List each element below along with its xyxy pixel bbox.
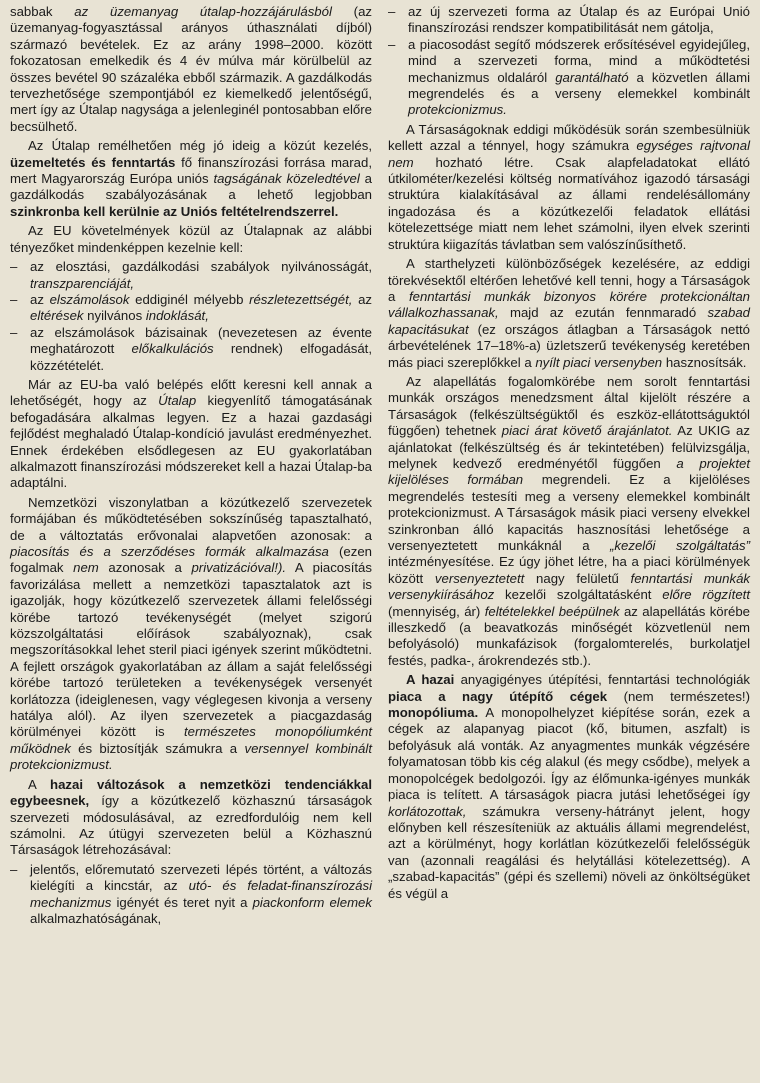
list-item: – az elosztási, gazdálkodási szabályok nyilvánosságát, transzparenciáját,: [10, 259, 372, 292]
list-item: – az elszámolások eddiginél mélyebb részletezettségét, az eltérések nyilvános indoklását,: [10, 292, 372, 325]
list-item: – a piacosodást segítő módszerek erősítésével egyidejűleg, mind a szervezeti forma, mind a működtetési mechanizmus oldaláról garantálható a közvetlen állami megrendelés és a verseny elemekkel kombinált protekcionizmus.: [388, 37, 750, 119]
paragraph: A hazai anyagigényes útépítési, fenntartási technológiák piaca a nagy útépítő cégek (nem természetes!) monopóliuma. A monopolhelyzet kiépítése során, ezek a cégek az alapanyag piacot (kő, bitumen, aszfalt) is befolyásuk alá vonták. Az anyagmentes munkák végzésére folyamatosan több kis cég alakul (és megy csődbe), melyek a monopolcégek bedolgozói. Így az élőmunka-igényes munkák piaca is telített. A társaságok piacra jutási lehetőségei így korlátozottak, számukra verseny-hátrányt jelent, hogy előnyben kell részesíteniük az aktuális állami megrendelést, azt a körülményt, hogy korlátlan közútkezelői felelősségük van (azonnali reagálási és helytállási kötelezettség). A „szabad-kapacitás” (gépi és szellemi) növeli az önköltségüket és végül a: [388, 672, 750, 901]
paragraph: Már az EU-ba való belépés előtt keresni kell annak a lehetőségét, hogy az Útalap kiegyenlítő támogatásának befogadására alkalmas legyen. Ez a hazai gazdasági fejlődést meghaladó Útalap-kondíció javulást eredményezhet. Ennek érdekében elsődlegesen az EU gyakorlatában alkalmazott finanszírozási módszereket kell a hazai Útalap-ba adaptálni.: [10, 376, 372, 491]
list-item: – az új szervezeti forma az Útalap és az Európai Unió finanszírozási rendszer kompatibilitását nem gátolja,: [388, 4, 750, 37]
paragraph: Az alapellátás fogalomkörébe nem sorolt fenntartási munkák országos menedzsment által kijelölt részére a Társaságok (felkészültségüktől és eszköz-ellátottságuktól függően) tehetnek piaci árat követő árajánlatot. Az UKIG az ajánlatokat (felkészültség és ár tekintetében) felülvizsgálja, melynek kedvező eredményétől függően a projektet kijelöléses formában megrendeli. Ez a kijelöléses megrendelés testesíti meg a verseny elemekkel kombinált protekcionizmust. A Társaságok másik piaci verseny elvekkel szinkronban álló kapacitás hasznosítási lehetősége a versenyeztetett munkáknál a „kezelői szolgáltatás” intézményesítése. Ez úgy jöhet létre, ha a piaci körülmények között versenyeztetett nagy felületű fenntartási munkák versenykiírásához kezelői szolgáltatásként előre rögzített (mennyiség, ár) feltételekkel beépülnek az alapellátás körébe illeszkedő (a beavatkozás minőségét közvetlenül nem befolyásoló) munkafázisok (forgalomterelés, burkolatjel festés, padka-, árokrendezés stb.).: [388, 373, 751, 668]
paragraph: Az EU követelmények közül az Útalapnak az alábbi tényezőket mindenképpen kezelnie kell:: [10, 223, 372, 255]
paragraph: A Társaságoknak eddigi működésük során szembesülniük kellett azzal a ténnyel, hogy számukra egységes rajtvonal nem hozható létre. Csak alapfeladatokat ellátó útkilométer/kezelési költség normatívához igazodó társasági struktúra kialakításával az állami rendelésállomány ingadozása és a közútkezelői feladatok ellátási kötelezettsége miatt nem lehet számolni, ilyen elvek szerinti struktúra kiigazítás távlatban sem valószínűsíthető.: [388, 121, 751, 252]
paragraph: sabbak az üzemanyag útalap-hozzájárulásból (az üzemanyag-fogyasztással arányos úthasználati díjból) származó bevételek. Ez az arány 1998–2000. között fokozatosan emelkedik és 4 év múlva már körülbelül az összes bevétel 90 százaléka ebből származik. A gazdálkodás tervezhetősége szempontjából ez kiemelkedő jelentőségű, mert így az Útalap nagysága a jelenleginél pontosabban előre becsülhető.: [10, 4, 372, 134]
list-item: – jelentős, előremutató szervezeti lépés történt, a változás kielégíti a kincstár, az utó- és feladat-finanszírozási mechanizmus igényét és teret nyit a piackonform elemek alkalmazhatóságának,: [10, 862, 372, 928]
requirements-list: [10, 259, 372, 374]
changes-list: [10, 862, 372, 928]
paragraph: A starthelyzeti különbözőségek kezelésére, az eddigi törekvésektől eltérően lehetővé kell tenni, hogy a Társaságok a fenntartási munkák bizonyos körére protekcionáltan vállalkozhassanak, majd az ezután fennmaradó szabad kapacitásukat (ez országos átlagban a Társaságok nettó árbevételének 17–18%-a) üzletszerű tevékenység keretében más piaci szereplőkkel a nyílt piaci versenyben hasznosítsák.: [388, 256, 751, 370]
paragraph: A hazai változások a nemzetközi tendenciákkal egybeesnek, így a közútkezelő közhasznú társaságok szervezeti módosulásával, az ezredfordulóig nem kell számolni. Az útügyi szervezeten belül a Közhasznú Társaságok létrehozásával:: [10, 776, 372, 858]
left-column: [10, 4, 372, 1083]
changes-list-continued: [388, 4, 750, 119]
paragraph: Nemzetközi viszonylatban a közútkezelő szervezetek formájában és működtetésében sokszínűség tapasztalható, de a változtatás erővonalai alapvetően azonosak: a piacosítás és a szerződéses formák alkalmazása (ezen fogalmak nem azonosak a privatizációval!). A piacosítás favorizálása mellett a nemzetközi tapasztalatok azt is igazolják, hogy közútkezelő szervezetek állami felelősségi körébe tartozó tevékenységét (melyet szigorú közszolgáltatási előírások szabályoznak), csak megszorításokkal lehet steril piaci igények szerint működtetni. A fejlett országok gyakorlatában az állam a saját felelősségi körébe tartozó területeken a tevékenységek versenyét korlátozza (ideiglenesen, vagy véglegesen kivonja a verseny hatálya alól). Az ilyen szervezetek a piacgazdaság körülményei között is természetes monopóliumként működnek és biztosítják számukra a versennyel kombinált protekcionizmust.: [10, 494, 373, 773]
list-item: – az elszámolások bázisainak (nevezetesen az évente meghatározott előkalkulációs rendnek) elfogadását, közzétételét.: [10, 325, 372, 374]
right-column: [388, 4, 750, 1083]
paragraph: Az Útalap remélhetően még jó ideig a közút kezelés, üzemeltetés és fenntartás fő finanszírozási forrása marad, mert Magyarország Európa uniós tagságának közeledtével a gazdálkodás szabályozásának a lehető legjobban szinkronba kell kerülnie az Uniós feltételrendszerrel.: [10, 138, 373, 219]
